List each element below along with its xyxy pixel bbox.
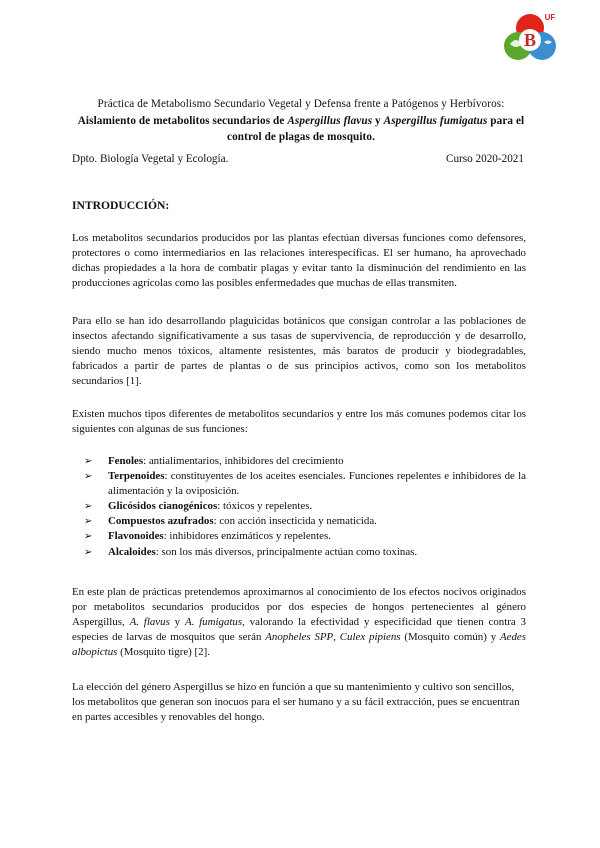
arrow-bullet-icon: ➢ xyxy=(84,546,93,558)
list-item: ➢ Terpenoides: constituyentes de los aceites esenciales. Funciones repelentes e inhibidores de la alimentación y la oviposición. xyxy=(84,470,526,498)
arrow-bullet-icon: ➢ xyxy=(84,501,93,513)
metabolite-list xyxy=(84,454,526,560)
paragraph-3: Existen muchos tipos diferentes de metabolitos secundarios y entre los más comunes podemos citar los siguientes con algunas de sus funciones: xyxy=(72,408,526,436)
species-name: A. flavus xyxy=(129,616,170,629)
list-item: ➢ Alcaloides: son los más diversos, principalmente actúan como toxinas. xyxy=(84,545,526,560)
species-fumigatus: Aspergillus fumigatus xyxy=(383,114,488,127)
arrow-bullet-icon: ➢ xyxy=(84,516,93,528)
arrow-bullet-icon: ➢ xyxy=(84,531,93,543)
species-name: A. fumigatus xyxy=(184,616,243,629)
course-label: Curso 2020-2021 xyxy=(445,153,524,165)
list-item: ➢ Flavonoides: inhibidores enzimáticos y repelentes. xyxy=(84,529,526,544)
list-item: ➢ Fenoles: antialimentarios, inhibidores del crecimiento xyxy=(84,454,526,469)
title-bold-2: para el control de plagas de mosquito. xyxy=(227,114,525,143)
arrow-bullet-icon: ➢ xyxy=(84,471,93,483)
paragraph-2: Para ello se han ido desarrollando plaguicidas botánicos que consigan controlar a las poblaciones de insectos afectando significativamente a sus tasas de supervivencia, de reproducción y de desarrollo, siendo mucho menos tóxicos, altamente resistentes, más baratos de producir y biodegradables, fabricados a partir de partes de plantas o de sus principios activos, como son los metabolitos secundarios [1]. xyxy=(72,315,526,388)
document-title xyxy=(70,96,532,146)
list-item: ➢ Glicósidos cianogénicos: tóxicos y repelentes. xyxy=(84,499,526,514)
species-name: Aedes albopictus xyxy=(72,631,527,659)
title-plain: Práctica de Metabolismo Secundario Vegetal y Defensa frente a Patógenos y Herbívoros: xyxy=(97,98,505,110)
species-name: Culex pipiens xyxy=(339,631,401,644)
arrow-bullet-icon: ➢ xyxy=(84,456,93,467)
species-name: Anopheles SPP xyxy=(265,631,334,644)
section-heading: INTRODUCCIÓN: xyxy=(72,199,170,212)
svg-text:B: B xyxy=(523,30,537,50)
paragraph-1: Los metabolitos secundarios producidos por las plantas efectúan diversas funciones como defensores, protectores o como intermediarios en las relaciones interespecíficas. El ser humano, ha aprovechado dichas propiedades a la hora de combatir plagas y evitar tanto la disminución del rendimiento en las producciones agrícolas como las posibles enfermedades que muchas de ellas transmiten. xyxy=(72,232,526,290)
paragraph-4: En este plan de prácticas pretendemos aproximarnos al conocimiento de los efectos nocivos originados por metabolitos secundarios producidos por dos especies de hongos pertenecientes al género Aspergillus, A. flavus y A. fumigatus, valorando la efectividad y especificidad que tienen contra 3 especies de larvas de mosquitos que serán Anopheles SPP, Culex pipiens (Mosquito común) y Aedes albopictus (Mosquito tigre) [2]. xyxy=(72,586,527,659)
list-item: ➢ Compuestos azufrados: con acción insecticida y nematicida. xyxy=(84,514,526,529)
university-logo xyxy=(498,8,570,68)
department-label: Dpto. Biología Vegetal y Ecología. xyxy=(72,153,229,165)
species-flavus: Aspergillus flavus xyxy=(287,114,373,127)
svg-text:UF: UF xyxy=(544,13,556,22)
title-and: y xyxy=(372,114,384,127)
paragraph-5: La elección del género Aspergillus se hizo en función a que su mantenimiento y cultivo son sencillos, los metabolitos que generan son inocuos para el ser humano y a su fácil extracción, pues se encuentran en partes accesibles y renovables del hongo. xyxy=(72,681,520,724)
title-bold-1: Aislamiento de metabolitos secundarios de xyxy=(77,114,288,127)
